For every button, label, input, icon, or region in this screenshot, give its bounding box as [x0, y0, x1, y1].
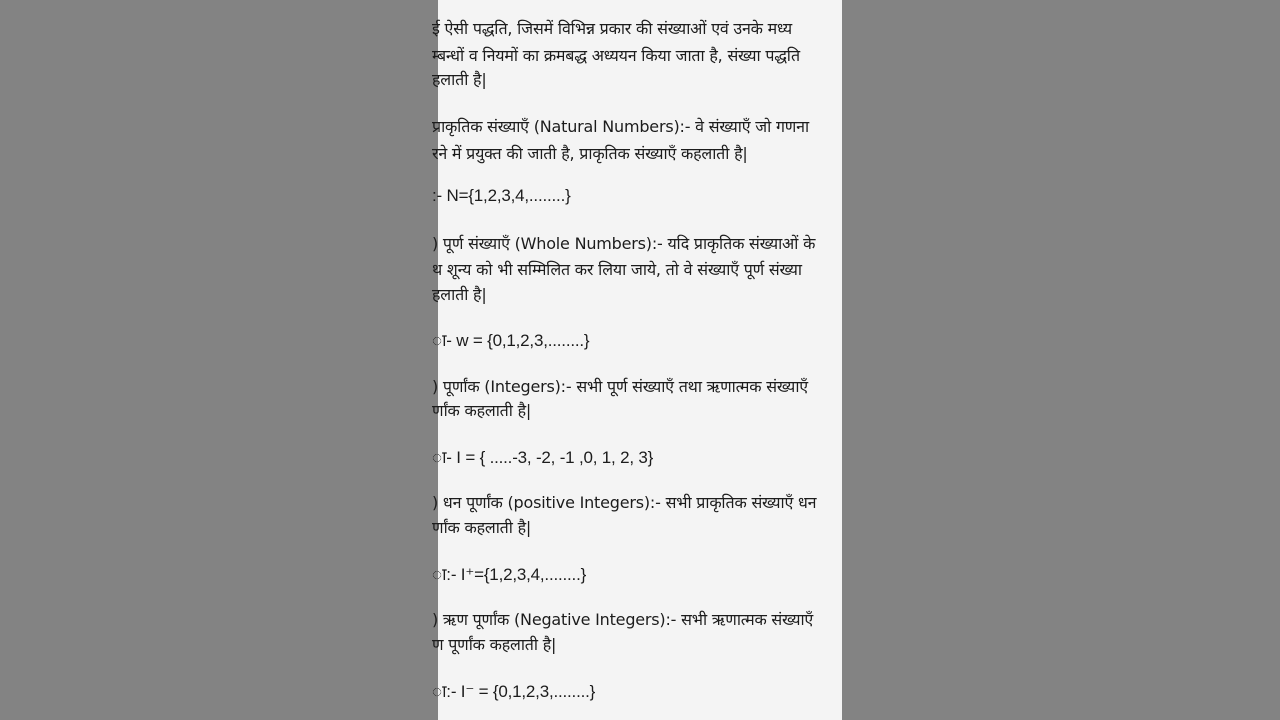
natural-numbers-line-1: प्राकृतिक संख्याएँ (Natural Numbers):- वे संख्याएँ जो गणना [432, 117, 809, 136]
integers-formula: ा- I = { .....-3, -2, -1 ,0, 1, 2, 3} [432, 448, 654, 467]
negative-integers-line-1: ) ऋण पूर्णांक (Negative Integers):- सभी ऋणात्मक संख्याएँ [432, 610, 814, 629]
blurred-background-left [0, 0, 438, 720]
whole-numbers-formula: ा- w = {0,1,2,3,........} [432, 331, 590, 350]
intro-line-2: म्बन्धों व नियमों का क्रमबद्ध अध्ययन किया जाता है, संख्या पद्धति [432, 46, 800, 65]
integers-line-1: ) पूर्णांक (Integers):- सभी पूर्ण संख्याएँ तथा ऋणात्मक संख्याएँ [432, 377, 808, 396]
blurred-background-right [842, 0, 1280, 720]
whole-numbers-line-1: ) पूर्ण संख्याएँ (Whole Numbers):- यदि प्राकृतिक संख्याओं के [432, 234, 816, 253]
natural-numbers-line-2: रने में प्रयुक्त की जाती है, प्राकृतिक संख्याएँ कहलाती है| [432, 144, 748, 163]
natural-numbers-formula: :- N={1,2,3,4,........} [432, 186, 571, 205]
positive-integers-line-1: ) धन पूर्णांक (positive Integers):- सभी प्राकृतिक संख्याएँ धन [432, 493, 817, 512]
positive-integers-formula: ा:- I⁺={1,2,3,4,........} [432, 565, 587, 584]
document-page [432, 0, 842, 720]
positive-integers-line-2: र्णांक कहलाती है| [432, 518, 532, 537]
negative-integers-formula: ा:- I⁻ = {0,1,2,3,........} [432, 682, 596, 701]
integers-line-2: र्णांक कहलाती है| [432, 401, 532, 420]
whole-numbers-line-3: हलाती है| [432, 285, 487, 304]
intro-line-1: ई ऐसी पद्धति, जिसमें विभिन्न प्रकार की संख्याओं एवं उनके मध्य [432, 19, 792, 38]
negative-integers-line-2: ण पूर्णांक कहलाती है| [432, 635, 557, 654]
intro-line-3: हलाती है| [432, 70, 487, 89]
whole-numbers-line-2: थ शून्य को भी सम्मिलित कर लिया जाये, तो वे संख्याएँ पूर्ण संख्या [432, 260, 802, 279]
